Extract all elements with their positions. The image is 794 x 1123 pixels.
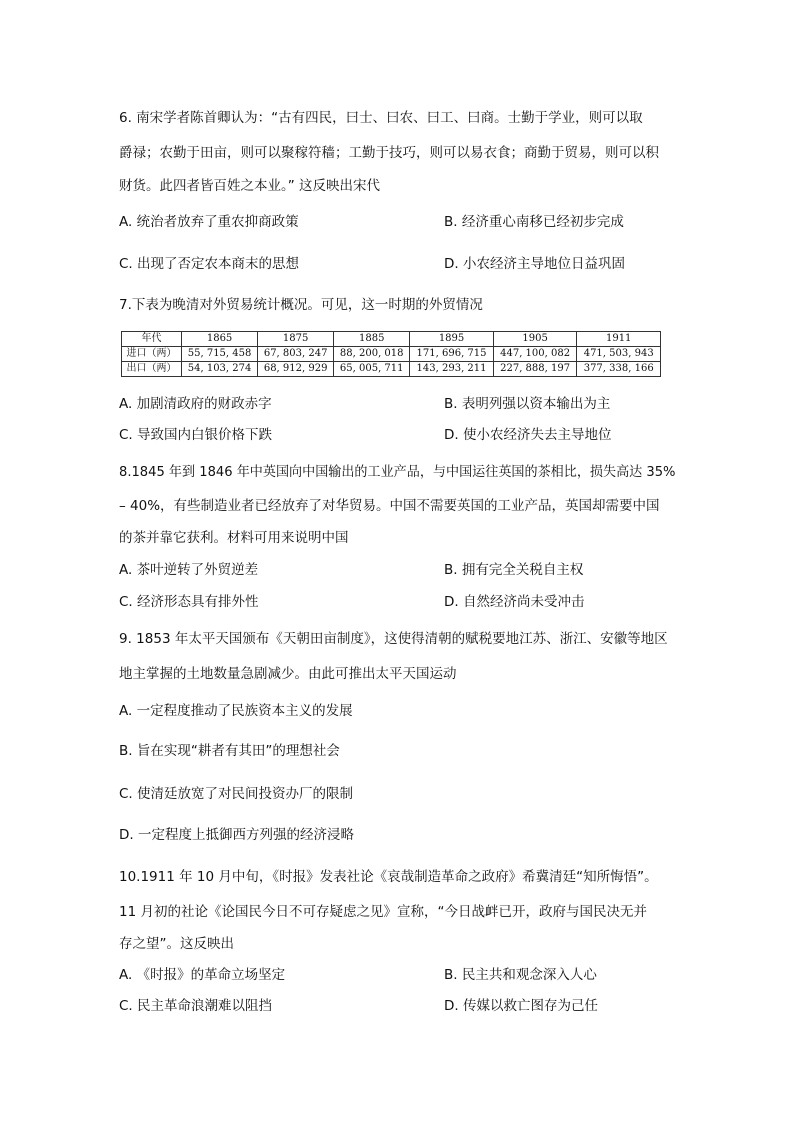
q9-option-b: B. 旨在实现“耕者有其田”的理想社会 [119, 743, 340, 759]
q10-stem-line-1: 10.1911 年 10 月中旬，《时报》发表社论《哀哉制造革命之政府》希冀清廷“知所悔悟”。 [119, 869, 658, 885]
table-cell: 67, 803, 247 [258, 347, 334, 362]
table-cell: 进口（两） [122, 347, 182, 362]
q10-option-a: A. 《时报》的革命立场坚定 [119, 967, 286, 983]
table-cell: 471, 503, 943 [577, 347, 661, 362]
q7-stem: 7.下表为晚清对外贸易统计概况。可见，这一时期的外贸情况 [119, 297, 483, 313]
q9-option-c: C. 使清廷放宽了对民间投资办厂的限制 [119, 786, 354, 802]
q6-option-d: D. 小农经济主导地位日益巩固 [444, 256, 625, 272]
table-row-exports [122, 362, 661, 377]
q6-stem-line-3: 财货。此四者皆百姓之本业。” 这反映出宋代 [119, 178, 381, 194]
q8-option-b: B. 拥有完全关税自主权 [444, 562, 584, 578]
q6-stem-line-1: 6. 南宋学者陈首卿认为：“古有四民，曰士、曰农、曰工、曰商。士勤于学业，则可以取 [119, 110, 643, 126]
table-header-cell: 1905 [493, 332, 577, 347]
table-cell: 171, 696, 715 [410, 347, 494, 362]
q8-option-d: D. 自然经济尚未受冲击 [444, 594, 585, 610]
table-cell: 447, 100, 082 [493, 347, 577, 362]
table-header-cell: 1911 [577, 332, 661, 347]
table-cell: 68, 912, 929 [258, 362, 334, 377]
q9-option-a: A. 一定程度推动了民族资本主义的发展 [119, 703, 353, 719]
table-cell: 377, 338, 166 [577, 362, 661, 377]
q9-option-d: D. 一定程度上抵御西方列强的经济浸略 [119, 827, 354, 843]
q6-option-c: C. 出现了否定农本商末的思想 [119, 256, 300, 272]
q6-option-a: A. 统治者放弃了重农抑商政策 [119, 214, 299, 230]
q9-stem-line-2: 地主掌握的土地数量急剧减少。由此可推出太平天国运动 [119, 666, 457, 682]
table-header-cell: 1885 [334, 332, 410, 347]
q8-option-a: A. 茶叶逆转了外贸逆差 [119, 562, 259, 578]
table-header-cell: 1875 [258, 332, 334, 347]
table-row-imports [122, 347, 661, 362]
q10-option-b: B. 民主共和观念深入人心 [444, 967, 597, 983]
q7-option-c: C. 导致国内白银价格下跌 [119, 427, 273, 443]
q9-stem-line-1: 9. 1853 年太平天国颁布《天朝田亩制度》，这使得清朝的赋税要地江苏、浙江、安徽等地区 [119, 631, 668, 647]
q6-option-b: B. 经济重心南移已经初步完成 [444, 214, 624, 230]
table-cell: 出口（两） [122, 362, 182, 377]
table-cell: 88, 200, 018 [334, 347, 410, 362]
table-header-cell: 1895 [410, 332, 494, 347]
q8-stem-line-3: 的茶并靠它获利。材料可用来说明中国 [119, 530, 349, 546]
q10-option-d: D. 传媒以救亡图存为己任 [444, 998, 598, 1014]
table-cell: 65, 005, 711 [334, 362, 410, 377]
q10-stem-line-2: 11 月初的社论《论国民今日不可存疑虑之见》宣称，“今日战衅已开，政府与国民决无并 [119, 904, 647, 920]
q10-stem-line-3: 存之望”。这反映出 [119, 936, 234, 952]
q8-option-c: C. 经济形态具有排外性 [119, 594, 259, 610]
trade-statistics-table [121, 331, 661, 377]
q8-stem-line-2: – 40%，有些制造业者已经放弃了对华贸易。中国不需要英国的工业产品，英国却需要中国 [119, 498, 660, 514]
table-cell: 55, 715, 458 [182, 347, 258, 362]
table-header-cell: 1865 [182, 332, 258, 347]
table-cell: 227, 888, 197 [493, 362, 577, 377]
q10-option-c: C. 民主革命浪潮难以阻挡 [119, 998, 273, 1014]
q7-option-d: D. 使小农经济失去主导地位 [444, 427, 612, 443]
q7-option-a: A. 加剧清政府的财政赤字 [119, 396, 272, 412]
table-header-cell: 年代 [122, 332, 182, 347]
table-header-row [122, 332, 661, 347]
table-cell: 54, 103, 274 [182, 362, 258, 377]
q7-option-b: B. 表明列强以资本输出为主 [444, 396, 611, 412]
q8-stem-line-1: 8.1845 年到 1846 年中英国向中国输出的工业产品，与中国运往英国的茶相比，损失高达 35% [119, 464, 676, 480]
q6-stem-line-2: 爵禄；农勤于田亩，则可以聚稼符穑；工勤于技巧，则可以易衣食；商勤于贸易，则可以积 [119, 145, 659, 161]
table-cell: 143, 293, 211 [410, 362, 494, 377]
